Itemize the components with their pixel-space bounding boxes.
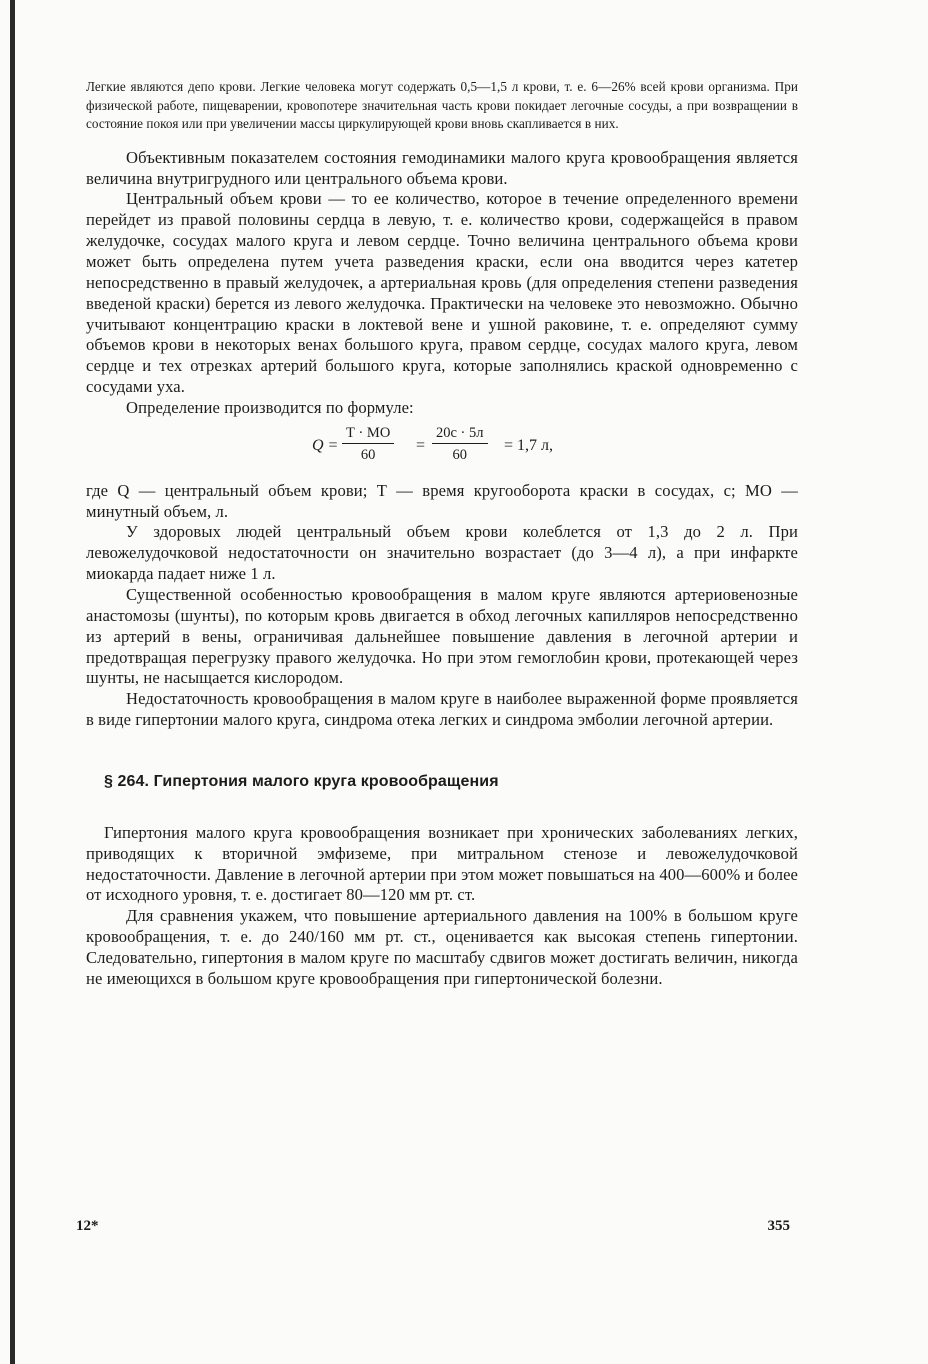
formula-numerator-1: Т · МО [342,423,394,444]
small-print-note: Легкие являются депо крови. Легкие человека могут содержать 0,5—1,5 л крови, т. е. 6—26% всей крови организма. При физической работе, пищеварении, кровопотере значительная часть крови покидает легочные сосуды, а при возвращении в состояние покоя или при увеличении массы циркулирующей крови вновь скапливается в них. [86,79,798,132]
formula-lhs: Q = [312,436,339,454]
paragraph: Гипертония малого круга кровообращения возникает при хронических заболеваниях легких, приводящих к вторичной эмфиземе, при митральном стенозе и левожелудочковой недостаточности. Давление в легочной артерии при этом может повышаться на 400—600% и более от исходного уровня, т. е. достигает 80—120 мм рт. ст. [86,822,798,905]
page-body [86,78,798,990]
formula-denominator-2: 60 [452,446,467,463]
paragraph: Существенной особенностью кровообращения в малом круге являются артериовенозные анастомозы (шунты), по которым кровь двигается в обход легочных капилляров непосредственно из артерий в вены, ограничивая дальнейшее повышение давления в легочной артерии и предотвращая перегрузку правого желудочка. Но при этом гемоглобин крови, протекающей через шунты, не насыщается кислородом. [86,584,798,688]
signature-mark: 12* [76,1218,99,1234]
formula-equals: = [416,436,426,454]
formula-fraction-2 [432,423,488,466]
formula [86,423,798,475]
formula-result: = 1,7 л, [504,436,554,454]
formula-numerator-2: 20с · 5л [432,423,488,444]
formula-explanation: где Q — центральный объем крови; Т — время кругооборота краски в сосудах, с; МО — минутный объем, л. [86,480,798,521]
section-heading: § 264. Гипертония малого круга кровообращения [104,772,499,790]
paragraph: Определение производится по формуле: [126,397,414,417]
paragraph: Для сравнения укажем, что повышение артериального давления на 100% в большом круге кровообращения, т. е. до 240/160 мм рт. ст., оценивается как высокая степень гипертонии. Следовательно, гипертония в малом круге по масштабу сдвигов может достигать величин, никогда не имеющихся в большом круге кровообращения при гипертонической болезни. [86,906,798,988]
scan-edge [10,0,15,1364]
formula-denominator-1: 60 [360,446,376,463]
formula-fraction-1 [342,423,394,466]
paragraph: Объективным показателем состояния гемодинамики малого круга кровообращения является величина внутригрудного или центрального объема крови. [86,147,798,188]
paragraph: Недостаточность кровообращения в малом круге в наиболее выраженной форме проявляется в виде гипертонии малого круга, синдрома отека легких и синдрома эмболии легочной артерии. [86,689,798,730]
page-number: 355 [767,1218,790,1234]
paragraph: Центральный объем крови — то ее количество, которое в течение определенного времени перейдет из правой половины сердца в левую, т. е. количество крови, содержащейся в правом желудочке, сосудах малого круга и левом сердце. Точно величина центрального объема крови может быть определена путем учета разведения краски, если она вводится через катетер непосредственно в правый желудочек, а артериальная кровь (для определения степени разведения введеной краски) берется из левого желудочка. Практически на человеке это невозможно. Обычно учитывают концентрацию краски в локтевой вене и ушной раковине, т. е. определяют сумму объемов крови в некоторых венах большого круга, правом сердце, сосудах малого круга, левом сердце и тех отрезках артерий большого круга, которые заполнялись краской одновременно с сосудами уха. [86,189,798,397]
paragraph: У здоровых людей центральный объем крови колеблется от 1,3 до 2 л. При левожелудочковой недостаточности он значительно возрастает (до 3—4 л), а при инфаркте миокарда падает ниже 1 л. [86,522,798,584]
